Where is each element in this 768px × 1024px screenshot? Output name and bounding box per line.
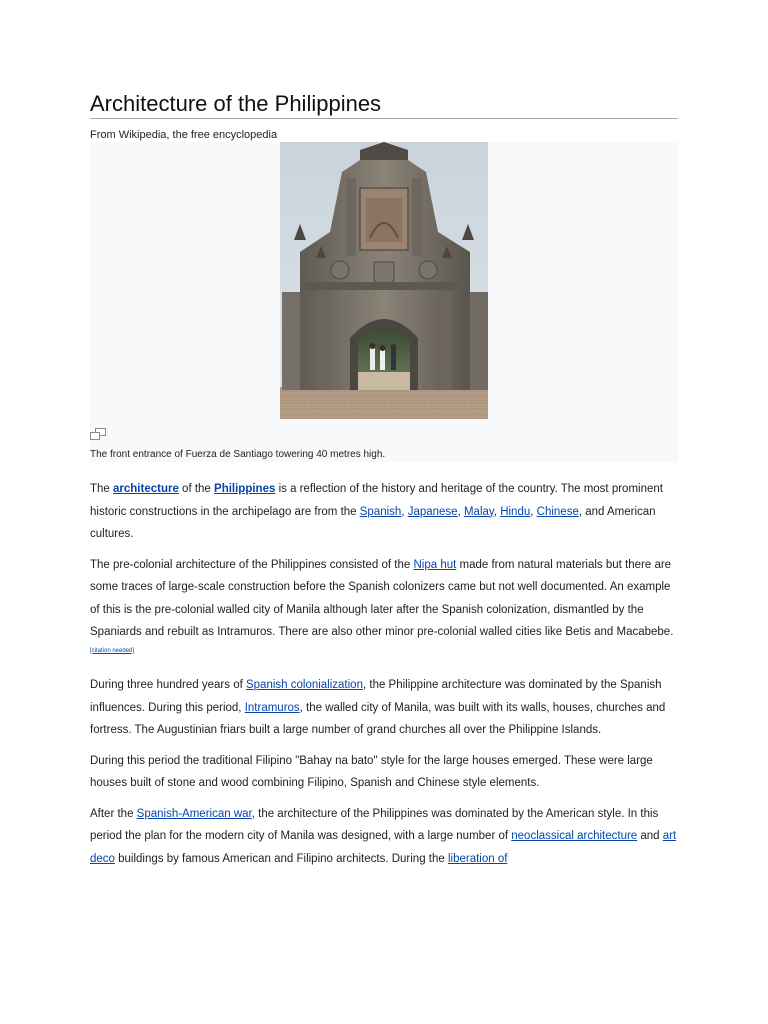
paragraph-precolonial: The pre-colonial architecture of the Philippines consisted of the Nipa hut made from natural materials but there are some traces of large-scale construction before the Spanish colonizers came but not well documented. An example of this is the pre-colonial walled city of Manila although later after the Spanish colonization, dismantled by the Spaniards and rebuilt as Intramuros. There are also other minor pre-colonial walled cities like Betis and Macabebe.[citation needed] xyxy=(90,558,674,654)
link-liberation-of[interactable]: liberation of xyxy=(447,852,508,865)
link-chinese[interactable]: Chinese xyxy=(536,505,579,518)
page-title: Architecture of the Philippines xyxy=(90,91,382,116)
citation-needed-link[interactable]: [citation needed] xyxy=(90,647,135,654)
link-spanish[interactable]: Spanish xyxy=(359,505,402,518)
title-divider xyxy=(90,118,678,119)
paragraph-spanish-era: During three hundred years of Spanish colonialization, the Philippine architecture was dominated by the Spanish influences. During this period, Intramuros, the walled city of Manila, was built with its walls, houses, churches and fortress. The Augustinian friars built a large number of grand churches all over the Philippine Islands. xyxy=(90,679,666,736)
link-spanish-colonialization[interactable]: Spanish colonialization xyxy=(245,679,363,691)
site-tagline: From Wikipedia, the free encyclopedia xyxy=(90,129,278,141)
link-philippines[interactable]: Philippines xyxy=(214,483,276,495)
figure-caption: The front entrance of Fuerza de Santiago towering 40 metres high. xyxy=(90,449,386,460)
paragraph-american-era: After the Spanish-American war, the architecture of the Philippines was dominated by the American style. In this period the plan for the modern city of Manila was designed, with a large number of neoclassical architecture and art deco buildings by famous American and Filipino architects. During the liberation of xyxy=(90,807,677,865)
link-neoclassical-architecture[interactable]: neoclassical architecture xyxy=(511,830,638,842)
link-spanish-american-war[interactable]: Spanish-American war xyxy=(136,807,252,820)
fort-santiago-gate-photo[interactable] xyxy=(280,142,488,419)
link-nipa-hut[interactable]: Nipa hut xyxy=(413,558,457,571)
link-hindu[interactable]: Hindu xyxy=(500,505,531,518)
paragraph-intro: The architecture of the Philippines is a reflection of the history and heritage of the country. The most prominent historic constructions in the archipelago are from the Spanish, Japanese, Malay, Hindu, Chinese, and American cultures. xyxy=(90,483,663,540)
citation-needed[interactable] xyxy=(90,648,134,654)
link-malay[interactable]: Malay xyxy=(463,505,494,518)
link-intramuros[interactable]: Intramuros xyxy=(244,701,300,714)
figure-box xyxy=(90,142,678,462)
link-art-deco[interactable]: art deco xyxy=(90,830,677,865)
link-architecture[interactable]: architecture xyxy=(113,483,179,495)
paragraph-bahay-na-bato: During this period the traditional Filipino "Bahay na bato" style for the large houses emerged. These were large houses built of stone and wood combining Filipino, Spanish and Chinese style elements. xyxy=(90,754,653,789)
enlarge-icon[interactable] xyxy=(90,428,106,440)
link-japanese[interactable]: Japanese xyxy=(407,505,458,518)
article-body xyxy=(90,478,678,878)
